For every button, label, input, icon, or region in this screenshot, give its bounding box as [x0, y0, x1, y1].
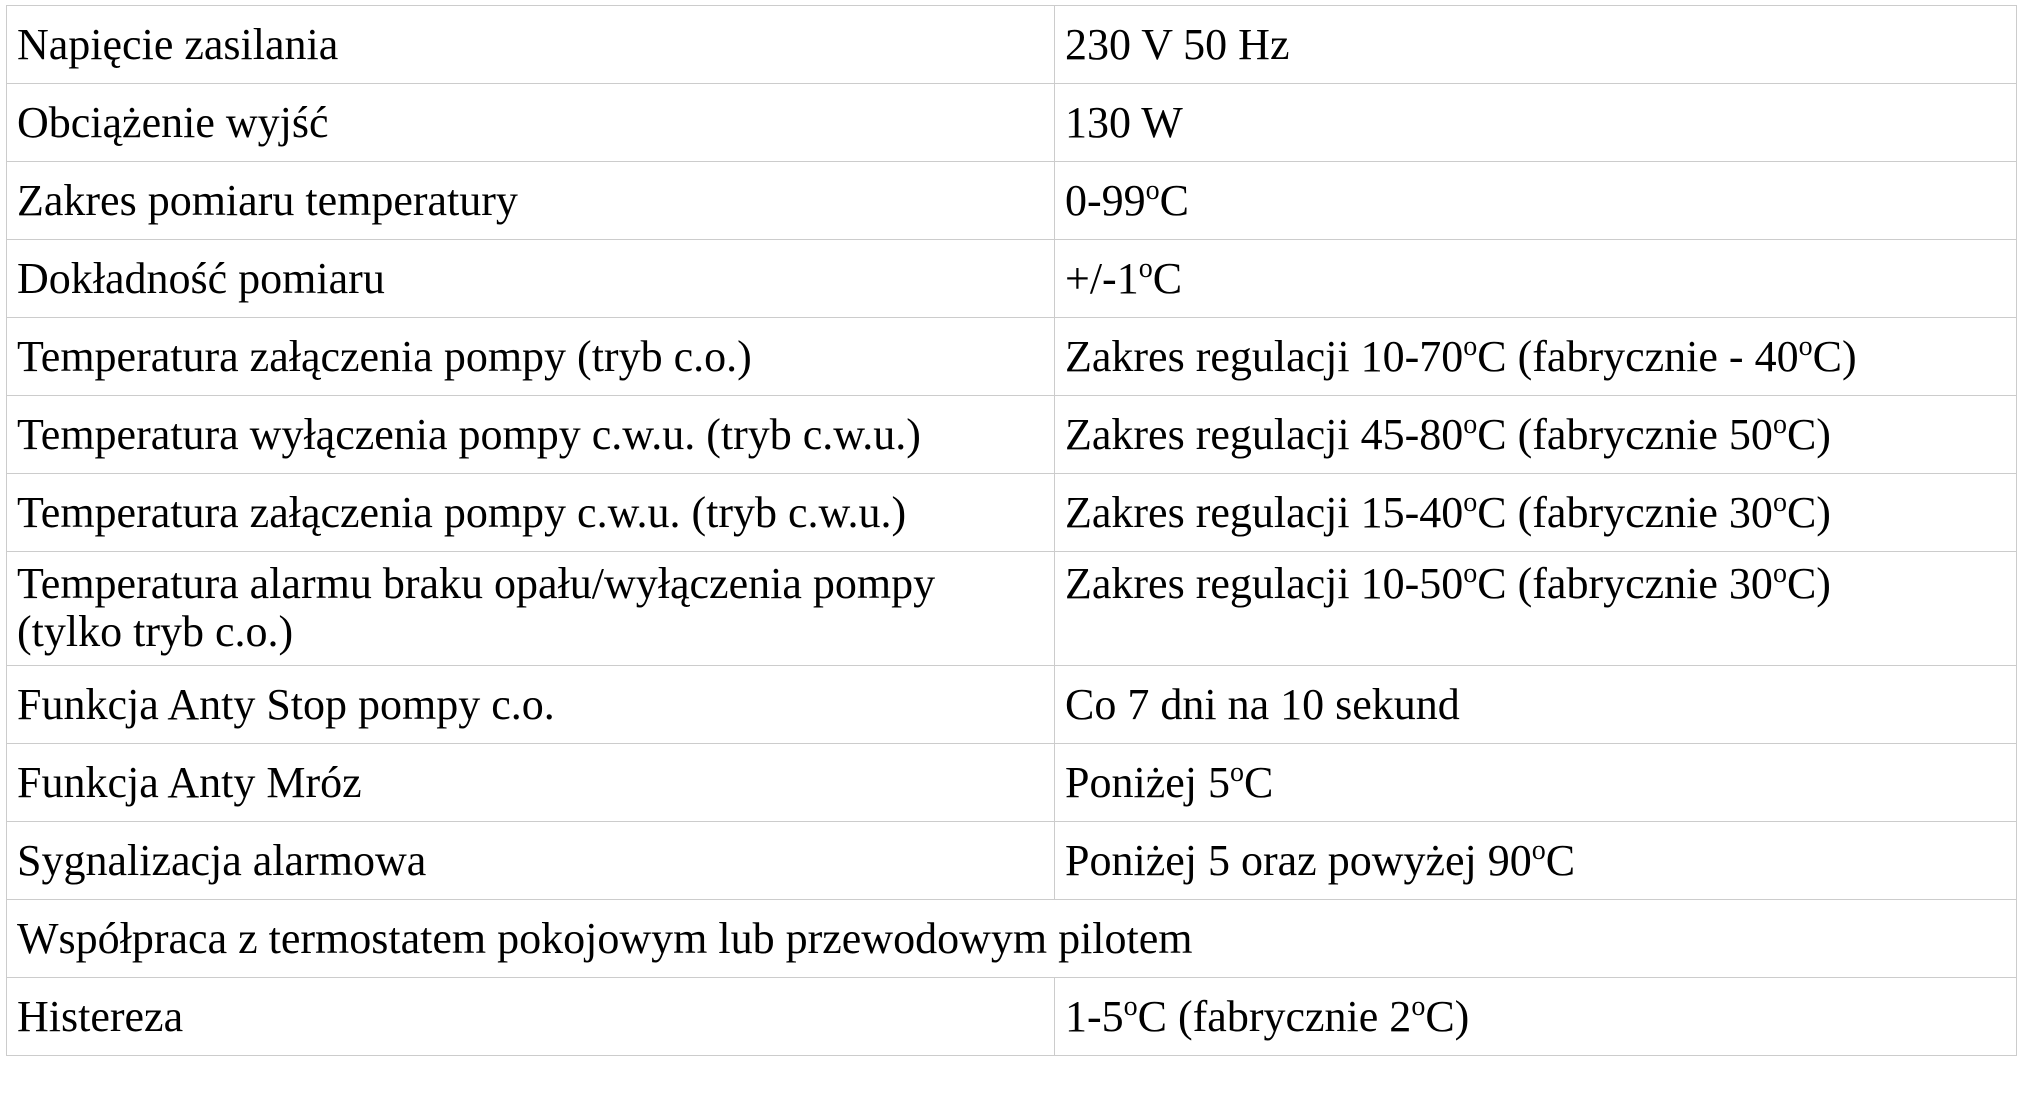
- row-label: Temperatura alarmu braku opału/wyłączenia pompy (tylko tryb c.o.): [7, 552, 1055, 666]
- degree-sign: o: [1772, 487, 1787, 518]
- row-label: Temperatura załączenia pompy (tryb c.o.): [7, 318, 1055, 396]
- degree-sign: o: [1463, 558, 1478, 589]
- table-row: [7, 900, 2017, 978]
- row-label: Zakres pomiaru temperatury: [7, 162, 1055, 240]
- row-label: Temperatura załączenia pompy c.w.u. (tryb c.w.u.): [7, 474, 1055, 552]
- row-label: Napięcie zasilania: [7, 6, 1055, 84]
- table-row: [7, 822, 2017, 900]
- row-value: Zakres regulacji 15-40$^o$C (fabrycznie 30$^o$C): [1055, 474, 2017, 552]
- table-row: [7, 474, 2017, 552]
- row-label: Funkcja Anty Mróz: [7, 744, 1055, 822]
- table-row: [7, 162, 2017, 240]
- table-row: [7, 396, 2017, 474]
- row-value: Co 7 dni na 10 sekund: [1055, 666, 2017, 744]
- row-label: Obciążenie wyjść: [7, 84, 1055, 162]
- row-label: Funkcja Anty Stop pompy c.o.: [7, 666, 1055, 744]
- row-label: Histereza: [7, 978, 1055, 1056]
- row-label: Temperatura wyłączenia pompy c.w.u. (tryb c.w.u.): [7, 396, 1055, 474]
- degree-sign: o: [1463, 331, 1478, 362]
- degree-sign: o: [1463, 487, 1478, 518]
- table-row: [7, 240, 2017, 318]
- table-row: [7, 6, 2017, 84]
- full-width-row-text: Współpraca z termostatem pokojowym lub przewodowym pilotem: [7, 900, 2017, 978]
- specification-table: [6, 5, 2017, 1056]
- row-value: Zakres regulacji 45-80$^o$C (fabrycznie 50$^o$C): [1055, 396, 2017, 474]
- table-row: [7, 978, 2017, 1056]
- table-row: [7, 84, 2017, 162]
- row-value: Poniżej 5$^o$C: [1055, 744, 2017, 822]
- row-value: 0-99$^o$C: [1055, 162, 2017, 240]
- table-row: [7, 744, 2017, 822]
- degree-sign: o: [1772, 558, 1787, 589]
- degree-sign: o: [1145, 175, 1160, 206]
- degree-sign: o: [1229, 757, 1244, 788]
- specification-table-body: [7, 6, 2017, 1056]
- degree-sign: o: [1123, 991, 1138, 1022]
- table-row: [7, 666, 2017, 744]
- row-value: $+/-1^oC$: [1055, 240, 2017, 318]
- row-value: 1-5$^o$C (fabrycznie 2$^o$C): [1055, 978, 2017, 1056]
- table-row: [7, 318, 2017, 396]
- degree-sign: o: [1138, 253, 1153, 284]
- row-value: Zakres regulacji 10-70$^o$C (fabrycznie - 40$^o$C): [1055, 318, 2017, 396]
- row-value: Poniżej 5 oraz powyżej 90$^o$C: [1055, 822, 2017, 900]
- row-value: 230 V 50 Hz: [1055, 6, 2017, 84]
- row-value: Zakres regulacji 10-50$^o$C (fabrycznie 30$^o$C): [1055, 552, 2017, 666]
- degree-sign: o: [1463, 409, 1478, 440]
- degree-sign: o: [1798, 331, 1813, 362]
- table-row: [7, 552, 2017, 666]
- degree-sign: o: [1411, 991, 1426, 1022]
- row-value: 130 W: [1055, 84, 2017, 162]
- row-label: Dokładność pomiaru: [7, 240, 1055, 318]
- row-label: Sygnalizacja alarmowa: [7, 822, 1055, 900]
- degree-sign: o: [1772, 409, 1787, 440]
- degree-sign: o: [1531, 835, 1546, 866]
